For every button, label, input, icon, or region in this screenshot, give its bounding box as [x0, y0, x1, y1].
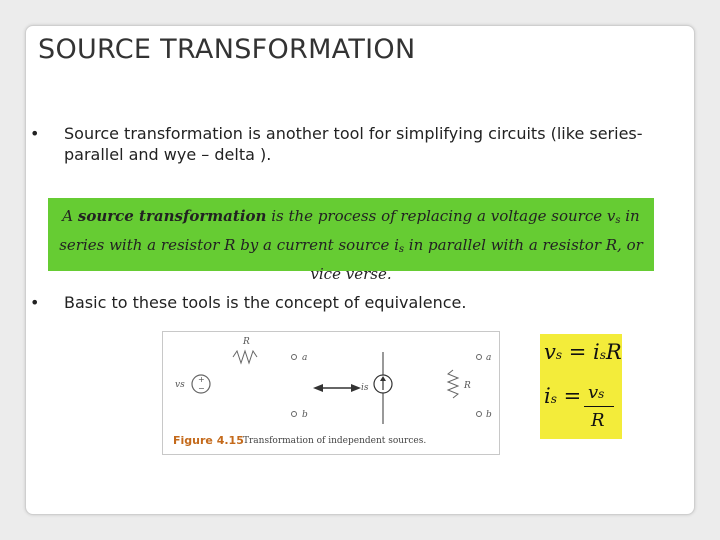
formula-is: is = vs R: [544, 384, 581, 408]
formula-denominator: R: [591, 410, 605, 431]
definition-text: A source transformation is the process of replacing a voltage source $v_s$ in series with a resistor R by a current source $i_s$ in parallel with a resistor R, or vice verse.: [59, 207, 643, 283]
bullet-text: Basic to these tools is the concept of equivalence.: [64, 293, 467, 312]
bullet-dot: •: [30, 293, 40, 312]
resistor-label: R: [243, 337, 250, 347]
terminal-a-label: a: [486, 353, 492, 363]
circuit-figure: [162, 331, 500, 455]
svg-text:−: −: [198, 384, 205, 393]
terminal-b: [477, 412, 482, 417]
fraction-bar: [584, 406, 614, 407]
slide: [25, 25, 695, 515]
terminal-b: [292, 412, 297, 417]
figure-caption: Transformation of independent sources.: [243, 436, 427, 446]
terminal-b-label: b: [302, 410, 308, 420]
formula-vs: vs = isR: [544, 340, 622, 364]
voltage-source-label: vs: [175, 380, 185, 390]
figure-number: Figure 4.15: [173, 434, 244, 447]
svg-text:+: +: [198, 375, 205, 384]
page-title: SOURCE TRANSFORMATION: [38, 34, 416, 65]
terminal-a-label: a: [302, 353, 308, 363]
bullet-dot: •: [30, 124, 40, 143]
formula-box: [540, 334, 622, 439]
definition-term: source transformation: [77, 207, 267, 225]
bullet-text: Source transformation is another tool for simplifying circuits (like series-parallel and wye – delta ).: [64, 124, 643, 164]
terminal-a: [477, 355, 482, 360]
terminal-b-label: b: [486, 410, 492, 420]
parallel-resistor: [448, 370, 458, 398]
current-source-label: is: [361, 383, 369, 393]
parallel-resistor-label: R: [464, 381, 471, 391]
series-resistor: [233, 351, 257, 363]
definition-box: [48, 198, 654, 283]
terminal-a: [292, 355, 297, 360]
formula-numerator: vs: [588, 382, 605, 403]
